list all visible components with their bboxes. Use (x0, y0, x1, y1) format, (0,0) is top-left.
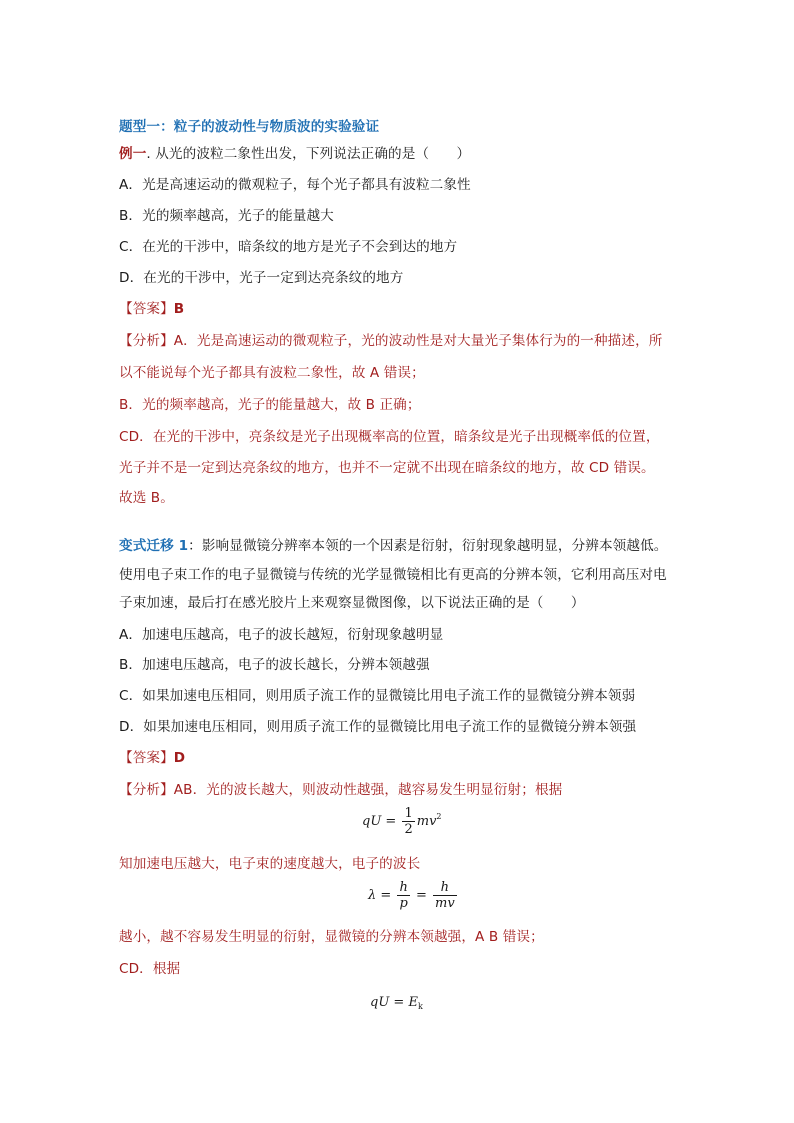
answer-label: 【答案】 (119, 301, 174, 317)
variant-answer-label: 【答案】 (119, 750, 174, 766)
variant-label: 变式迁移 1 (119, 538, 189, 554)
option-b: B．光的频率越高，光子的能量越大 (119, 208, 334, 224)
analysis-label: 【分析】 (119, 333, 174, 349)
example-text: . 从光的波粒二象性出发，下列说法正确的是（ ） (146, 146, 471, 162)
answer-value: B (173, 301, 185, 317)
variant-option-b: B．加速电压越高，电子的波长越长，分辨本领越强 (119, 657, 430, 673)
option-a: A．光是高速运动的微观粒子，每个光子都具有波粒二象性 (119, 177, 471, 193)
variant-analysis-label: 【分析】 (119, 782, 174, 798)
formula-energy: qU = $\frac{1}{2}$ $mv^2$ (362, 806, 442, 837)
variant-question-line-1: 变式迁移 1：影响显微镜分辨率本领的一个因素是衍射，衍射现象越明显，分辨本领越低。 (119, 538, 668, 554)
analysis-line-2: 以不能说每个光子都具有波粒二象性，故 A 错误； (119, 365, 425, 381)
example-question (119, 145, 470, 163)
formula-de-broglie: λ = $\frac{h}{p}$ = $\frac{h}{mv}$ (368, 880, 455, 911)
example-label: 例一 (119, 146, 147, 162)
variant-question-line-3: 子束加速，最后打在感光胶片上来观察显微图像，以下说法正确的是（ ） (119, 595, 585, 611)
section-title: 题型一：粒子的波动性与物质波的实验验证 (119, 119, 380, 135)
variant-analysis-line-2: 知加速电压越大，电子束的速度越大，电子的波长 (119, 856, 421, 872)
analysis-line-4: CD．在光的干涉中，亮条纹是光子出现概率高的位置，暗条纹是光子出现概率低的位置， (119, 429, 660, 445)
variant-option-c: C．如果加速电压相同，则用质子流工作的显微镜比用电子流工作的显微镜分辨本领弱 (119, 688, 636, 704)
variant-answer (119, 749, 185, 767)
variant-analysis-line-4: CD．根据 (119, 961, 181, 977)
option-c: C．在光的干涉中，暗条纹的地方是光子不会到达的地方 (119, 239, 458, 255)
fraction-half: $\frac{1}{2}$ (404, 806, 413, 837)
variant-analysis-line-1: 【分析】AB．光的波长越大，则波动性越强，越容易发生明显衍射；根据 (119, 782, 563, 798)
fraction-h-over-p: $\frac{h}{p}$ (399, 880, 408, 911)
analysis-line-5: 光子并不是一定到达亮条纹的地方，也并不一定就不出现在暗条纹的地方，故 CD 错误。 (119, 460, 655, 476)
variant-analysis-line-3: 越小，越不容易发生明显的衍射，显微镜的分辨本领越强，A B 错误； (119, 929, 544, 945)
variant-option-d: D．如果加速电压相同，则用质子流工作的显微镜比用电子流工作的显微镜分辨本领强 (119, 719, 637, 735)
option-d: D．在光的干涉中，光子一定到达亮条纹的地方 (119, 270, 404, 286)
variant-question-line-2: 使用电子束工作的电子显微镜与传统的光学显微镜相比有更高的分辨本领，它利用高压对电 (119, 567, 667, 583)
variant-option-a: A．加速电压越高，电子的波长越短，衍射现象越明显 (119, 627, 444, 643)
formula-kinetic-energy: qU = $E_k$ (370, 995, 423, 1011)
analysis-line-1: 【分析】A．光是高速运动的微观粒子，光的波动性是对大量光子集体行为的一种描述，所 (119, 333, 663, 349)
analysis-line-3: B．光的频率越高，光子的能量越大，故 B 正确； (119, 397, 421, 413)
answer (119, 300, 184, 318)
fraction-h-over-mv: $\frac{h}{mv}$ (435, 880, 455, 911)
analysis-line-6: 故选 B。 (119, 490, 174, 506)
variant-answer-value: D (173, 750, 186, 766)
